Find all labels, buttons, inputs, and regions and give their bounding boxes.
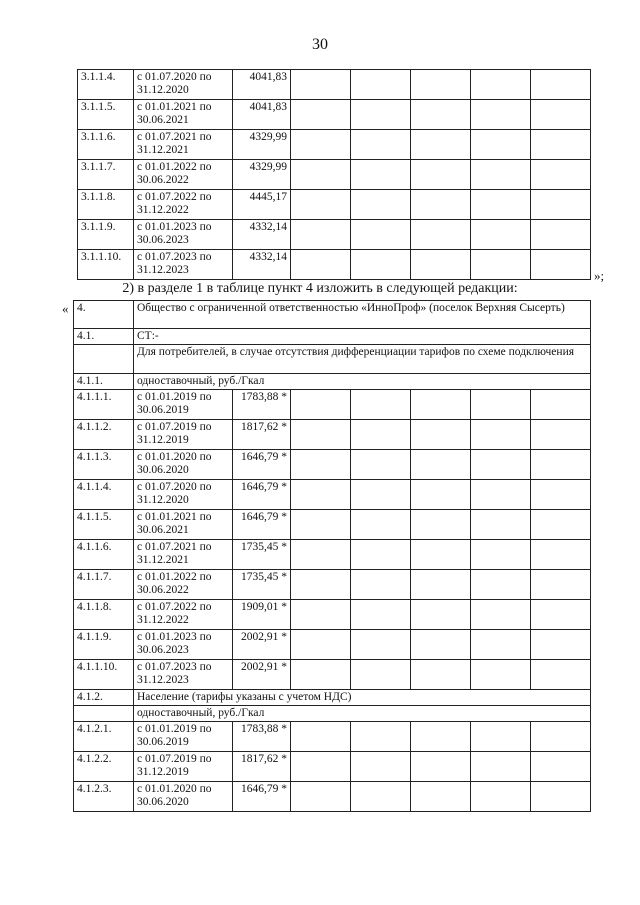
table-row [74, 510, 591, 540]
empty-cell [291, 70, 351, 100]
row-code: 3.1.1.7. [78, 160, 134, 190]
table-row [78, 160, 591, 190]
row-code: 4.1. [74, 329, 134, 345]
empty-cell [291, 600, 351, 630]
empty-cell [411, 160, 471, 190]
table-row [78, 100, 591, 130]
empty-cell [351, 782, 411, 812]
row-value: 1646,79 * [233, 782, 291, 812]
row-value: 1817,62 * [233, 752, 291, 782]
empty-cell [531, 480, 591, 510]
empty-cell [351, 660, 411, 690]
empty-cell [471, 570, 531, 600]
empty-cell [351, 220, 411, 250]
table-row [74, 630, 591, 660]
row-period: с 01.07.2023 по 31.12.2023 [134, 250, 233, 280]
empty-cell [411, 220, 471, 250]
empty-cell [411, 660, 471, 690]
empty-cell [351, 600, 411, 630]
empty-cell [471, 782, 531, 812]
table-row [74, 782, 591, 812]
row-code: 3.1.1.9. [78, 220, 134, 250]
tariff-table-section-3 [77, 69, 591, 280]
empty-cell [291, 510, 351, 540]
empty-cell [531, 450, 591, 480]
row-code: 4.1.2. [74, 690, 134, 706]
table-section-row [74, 345, 591, 374]
row-code: 4.1.1. [74, 374, 134, 390]
empty-cell [411, 480, 471, 510]
empty-cell [411, 190, 471, 220]
empty-cell [531, 70, 591, 100]
empty-cell [411, 782, 471, 812]
empty-cell [291, 630, 351, 660]
table-row [74, 752, 591, 782]
empty-cell [291, 190, 351, 220]
row-period: с 01.07.2019 по 31.12.2019 [134, 752, 233, 782]
row-period: с 01.01.2019 по 30.06.2019 [134, 722, 233, 752]
row-code: 4.1.1.7. [74, 570, 134, 600]
row-period: с 01.01.2021 по 30.06.2021 [134, 100, 233, 130]
row-period: с 01.07.2022 по 31.12.2022 [134, 190, 233, 220]
opening-quote-mark: « [62, 301, 69, 316]
empty-cell [291, 250, 351, 280]
empty-cell [291, 480, 351, 510]
empty-cell [291, 130, 351, 160]
row-period: с 01.01.2023 по 30.06.2023 [134, 630, 233, 660]
row-value: 4329,99 [233, 130, 291, 160]
table-row [78, 70, 591, 100]
row-code: 4.1.1.6. [74, 540, 134, 570]
row-heading: СТ:- [134, 329, 591, 345]
row-value: 2002,91 * [233, 630, 291, 660]
row-value: 1783,88 * [233, 722, 291, 752]
empty-cell [411, 450, 471, 480]
empty-cell [471, 630, 531, 660]
table-row [78, 130, 591, 160]
empty-cell [291, 722, 351, 752]
row-heading: Население (тарифы указаны с учетом НДС) [134, 690, 591, 706]
table-row [78, 220, 591, 250]
row-code: 4. [74, 301, 134, 329]
row-code: 3.1.1.8. [78, 190, 134, 220]
row-value: 1735,45 * [233, 570, 291, 600]
empty-cell [531, 752, 591, 782]
table-row [74, 540, 591, 570]
empty-cell [531, 390, 591, 420]
row-period: с 01.07.2019 по 31.12.2019 [134, 420, 233, 450]
row-code: 4.1.1.9. [74, 630, 134, 660]
empty-cell [291, 420, 351, 450]
empty-cell [351, 100, 411, 130]
empty-cell [471, 600, 531, 630]
empty-cell [471, 722, 531, 752]
empty-cell [471, 450, 531, 480]
empty-cell [291, 450, 351, 480]
empty-cell [291, 660, 351, 690]
empty-cell [471, 420, 531, 450]
empty-cell [291, 100, 351, 130]
row-period: с 01.07.2023 по 31.12.2023 [134, 660, 233, 690]
row-code [74, 706, 134, 722]
empty-cell [411, 390, 471, 420]
empty-cell [351, 480, 411, 510]
empty-cell [291, 160, 351, 190]
empty-cell [531, 130, 591, 160]
row-code: 4.1.1.5. [74, 510, 134, 540]
empty-cell [531, 782, 591, 812]
row-value: 1646,79 * [233, 510, 291, 540]
empty-cell [351, 722, 411, 752]
empty-cell [351, 450, 411, 480]
empty-cell [411, 510, 471, 540]
amendment-instruction: 2) в разделе 1 в таблице пункт 4 изложить в следующей редакции: [122, 281, 518, 296]
row-code: 4.1.1.3. [74, 450, 134, 480]
table-row [74, 450, 591, 480]
table-row [78, 190, 591, 220]
empty-cell [471, 752, 531, 782]
empty-cell [531, 630, 591, 660]
empty-cell [531, 100, 591, 130]
row-code: 4.1.1.1. [74, 390, 134, 420]
row-code: 4.1.1.8. [74, 600, 134, 630]
empty-cell [531, 510, 591, 540]
empty-cell [351, 390, 411, 420]
empty-cell [291, 782, 351, 812]
row-period: с 01.01.2019 по 30.06.2019 [134, 390, 233, 420]
table-row [78, 250, 591, 280]
tariff-table-section-4 [73, 300, 591, 812]
empty-cell [351, 570, 411, 600]
page-number: 30 [312, 36, 328, 53]
table-section-row [74, 329, 591, 345]
empty-cell [411, 420, 471, 450]
closing-quote-mark: »; [594, 268, 605, 283]
table-row [74, 722, 591, 752]
row-code: 4.1.2.2. [74, 752, 134, 782]
empty-cell [291, 752, 351, 782]
row-period: с 01.01.2020 по 30.06.2020 [134, 782, 233, 812]
empty-cell [291, 570, 351, 600]
empty-cell [471, 70, 531, 100]
empty-cell [291, 390, 351, 420]
table-section-row [74, 706, 591, 722]
row-period: с 01.07.2022 по 31.12.2022 [134, 600, 233, 630]
row-period: с 01.01.2022 по 30.06.2022 [134, 160, 233, 190]
table-row [74, 390, 591, 420]
row-value: 1817,62 * [233, 420, 291, 450]
row-value: 4041,83 [233, 70, 291, 100]
empty-cell [351, 190, 411, 220]
empty-cell [351, 70, 411, 100]
row-code: 3.1.1.6. [78, 130, 134, 160]
row-value: 1646,79 * [233, 450, 291, 480]
empty-cell [471, 540, 531, 570]
empty-cell [351, 250, 411, 280]
row-value: 1783,88 * [233, 390, 291, 420]
row-period: с 01.01.2021 по 30.06.2021 [134, 510, 233, 540]
table-row [74, 480, 591, 510]
empty-cell [531, 190, 591, 220]
empty-cell [351, 752, 411, 782]
empty-cell [351, 420, 411, 450]
empty-cell [291, 540, 351, 570]
empty-cell [411, 630, 471, 660]
empty-cell [291, 220, 351, 250]
empty-cell [531, 420, 591, 450]
row-value: 4332,14 [233, 250, 291, 280]
row-heading: Для потребителей, в случае отсутствия дифференциации тарифов по схеме подключения [134, 345, 591, 374]
empty-cell [531, 570, 591, 600]
row-value: 1909,01 * [233, 600, 291, 630]
table-row [74, 660, 591, 690]
row-period: с 01.01.2023 по 30.06.2023 [134, 220, 233, 250]
row-value: 1735,45 * [233, 540, 291, 570]
empty-cell [411, 752, 471, 782]
row-heading: Общество с ограниченной ответственностью «ИнноПроф» (поселок Верхняя Сысерть) [134, 301, 591, 329]
row-code: 4.1.2.1. [74, 722, 134, 752]
row-period: с 01.01.2020 по 30.06.2020 [134, 450, 233, 480]
empty-cell [471, 390, 531, 420]
row-value: 4445,17 [233, 190, 291, 220]
empty-cell [531, 250, 591, 280]
empty-cell [411, 130, 471, 160]
row-code: 4.1.1.10. [74, 660, 134, 690]
row-heading: одноставочный, руб./Гкал [134, 706, 591, 722]
row-code: 4.1.2.3. [74, 782, 134, 812]
empty-cell [531, 660, 591, 690]
empty-cell [411, 570, 471, 600]
empty-cell [471, 190, 531, 220]
empty-cell [471, 100, 531, 130]
empty-cell [351, 130, 411, 160]
table-section-row [74, 301, 591, 329]
row-value: 4041,83 [233, 100, 291, 130]
row-code [74, 345, 134, 374]
empty-cell [351, 510, 411, 540]
table-row [74, 600, 591, 630]
table-section-row [74, 690, 591, 706]
empty-cell [351, 630, 411, 660]
empty-cell [531, 722, 591, 752]
empty-cell [471, 250, 531, 280]
row-period: с 01.01.2022 по 30.06.2022 [134, 570, 233, 600]
row-code: 3.1.1.5. [78, 100, 134, 130]
table-row [74, 420, 591, 450]
empty-cell [471, 510, 531, 540]
empty-cell [531, 220, 591, 250]
row-code: 4.1.1.4. [74, 480, 134, 510]
row-value: 2002,91 * [233, 660, 291, 690]
empty-cell [471, 220, 531, 250]
table-section-row [74, 374, 591, 390]
row-value: 1646,79 * [233, 480, 291, 510]
row-value: 4332,14 [233, 220, 291, 250]
empty-cell [531, 540, 591, 570]
empty-cell [531, 600, 591, 630]
empty-cell [471, 160, 531, 190]
row-period: с 01.07.2020 по 31.12.2020 [134, 70, 233, 100]
row-value: 4329,99 [233, 160, 291, 190]
row-period: с 01.07.2021 по 31.12.2021 [134, 130, 233, 160]
empty-cell [411, 70, 471, 100]
empty-cell [351, 540, 411, 570]
empty-cell [471, 660, 531, 690]
empty-cell [471, 130, 531, 160]
empty-cell [411, 100, 471, 130]
empty-cell [351, 160, 411, 190]
row-code: 3.1.1.10. [78, 250, 134, 280]
empty-cell [411, 722, 471, 752]
empty-cell [411, 600, 471, 630]
table-row [74, 570, 591, 600]
empty-cell [411, 250, 471, 280]
empty-cell [531, 160, 591, 190]
row-period: с 01.07.2020 по 31.12.2020 [134, 480, 233, 510]
empty-cell [471, 480, 531, 510]
row-code: 4.1.1.2. [74, 420, 134, 450]
empty-cell [411, 540, 471, 570]
row-period: с 01.07.2021 по 31.12.2021 [134, 540, 233, 570]
row-code: 3.1.1.4. [78, 70, 134, 100]
row-heading: одноставочный, руб./Гкал [134, 374, 591, 390]
